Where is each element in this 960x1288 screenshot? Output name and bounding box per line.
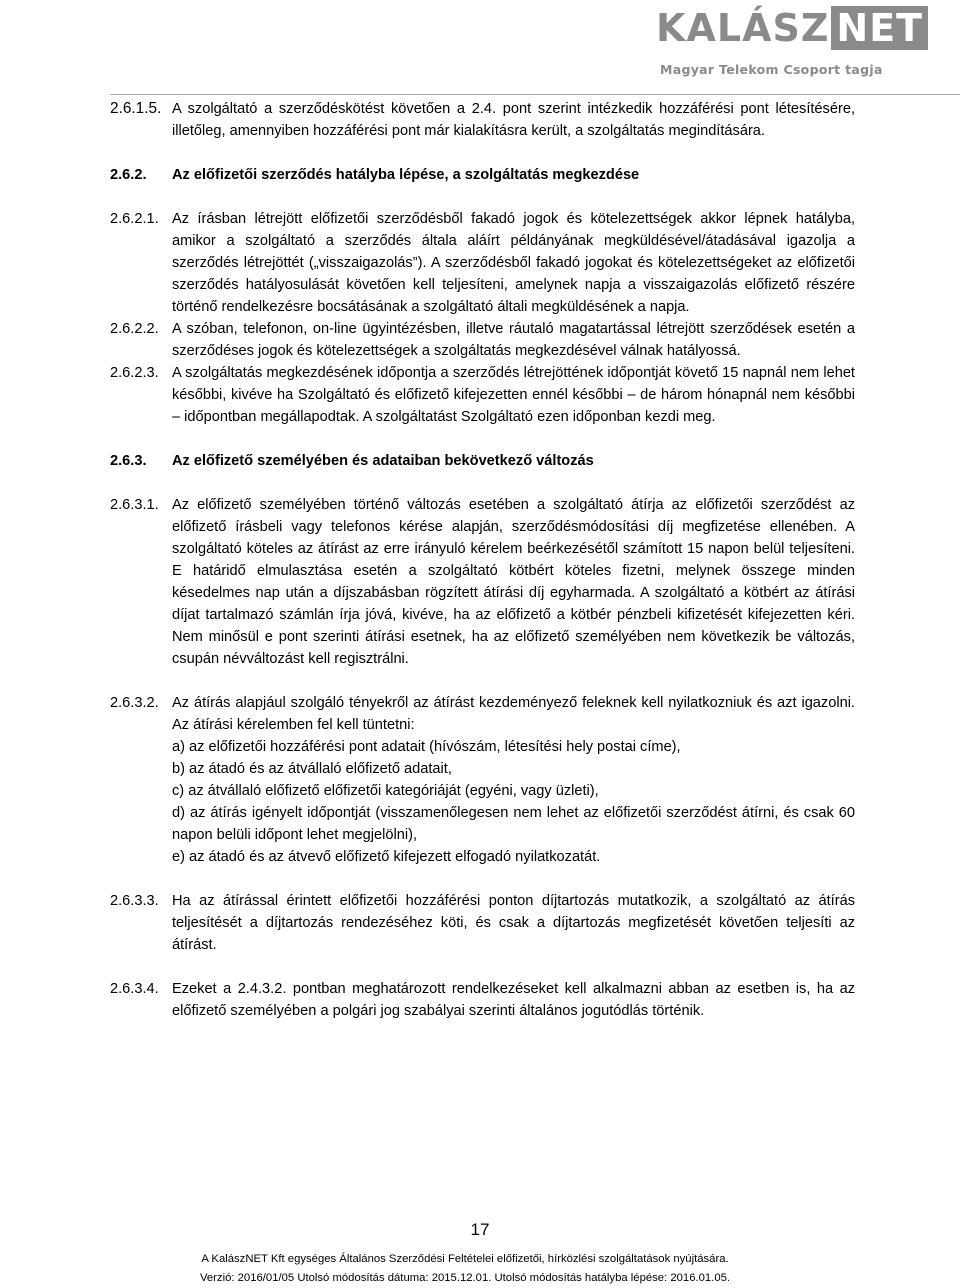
section-number: 2.6.2. [110, 167, 147, 183]
section-text: Ha az átírással érintett előfizetői hozzáférési ponton díjtartozás mutatkozik, a szolgáltató az átírás teljesítését a díjtartozás rendezéséhez köti, és csak a díjtartozás megfizetését követően teljesíti az átírást. [172, 893, 855, 953]
list-item: b) az átadó és az átvállaló előfizető adatait, [172, 761, 452, 777]
section-2-6-3-1 [110, 494, 855, 670]
section-number: 2.6.2.2. [110, 321, 159, 337]
section-text: A szóban, telefonon, on-line ügyintézésben, illetve ráutaló magatartással létrejött szerződések esetén a szerződéses jogok és kötelezettségek a szolgáltatás megkezdésével válnak hatályossá. [172, 321, 855, 359]
company-logo [656, 6, 924, 86]
section-number: 2.6.3.4. [110, 981, 159, 997]
page-number: 17 [470, 1220, 490, 1239]
section-text: Az előfizető személyében történő változás esetében a szolgáltató átírja az előfizetői szerződést az előfizető írásbeli vagy telefonos kérése alapján, szerződésmódosítási díj megfizetése ellenében. A szolgáltató köteles az átírást az erre irányuló kérelem beérkezésétől számított 15 napon belül teljesíteni. E határidő elmulasztása esetén a szolgáltató kötbért köteles fizetni, melynek összege minden késedelmes nap után a díjszabásban rögzített átírási díj egyharmada. A szolgáltató a kötbért az átírási díjat tartalmazó számlán írja jóvá, kivéve, ha az előfizető a kötbér pénzbeli kifizetését kifejezetten kéri. Nem minősül e pont szerinti átírási esetnek, ha az előfizető személyében nem következik be változás, csupán névváltozást kell regisztrálni. [172, 497, 855, 667]
logo-brand-main: KALÁSZ [656, 6, 830, 50]
section-text: Az írásban létrejött előfizetői szerződésből fakadó jogok és kötelezettségek akkor lépnek hatályba, amikor a szolgáltató a szerződés általa aláírt példányának megküldésével/átadásával igazolja a szerződés létrejöttét („visszaigazolás”). A szerződésből fakadó jogokat és kötelezettségeket az előfizetői szerződés hatályosulását követően kell teljesíteni, amelynek napja a visszaigazolás előfizető részére történő rendelkezésre bocsátásának a szolgáltató általi megküldésének a napja. [172, 211, 855, 315]
section-2-6-2-heading [110, 164, 855, 186]
section-number: 2.6.3.3. [110, 893, 159, 909]
footer-line-2: Verzió: 2016/01/05 Utolsó módosítás dátuma: 2015.12.01. Utolsó módosítás hatályba lépése: 2016.01.05. [199, 1272, 731, 1284]
section-text: A szolgáltatás megkezdésének időpontja a szerződés létrejöttének időpontját követő 15 napnál nem lehet későbbi, kivéve ha Szolgáltató és előfizető kifejezetten ennél későbbi – de három hónapnál nem későbbi – időpontban megállapodtak. A szolgáltatást Szolgáltató ezen időponban kezdi meg. [172, 365, 855, 425]
section-number: 2.6.3. [110, 453, 147, 469]
logo-brand-net: NET [831, 6, 928, 50]
logo-wordmark [656, 6, 928, 50]
section-number: 2.6.3.2. [110, 695, 159, 711]
section-2-6-1-5 [110, 98, 855, 142]
section-text [172, 692, 855, 868]
list-item: e) az átadó és az átvevő előfizető kifejezett elfogadó nyilatkozatát. [172, 849, 601, 865]
section-text: A szolgáltató a szerződéskötést követően a 2.4. pont szerint intézkedik hozzáférési pont létesítésére, illetőleg, amennyiben hozzáférési pont már kialakításra került, a szolgáltatás megindítására. [172, 101, 855, 139]
logo-tagline: Magyar Telekom Csoport tagja [660, 62, 883, 77]
section-heading: Az előfizetői szerződés hatályba lépése, a szolgáltatás megkezdése [172, 167, 640, 183]
footer-line-1: A KalászNET Kft egységes Általános Szerződési Feltételei előfizetői, hírközlési szolgáltatások nyújtására. [201, 1253, 729, 1265]
section-number: 2.6.1.5. [110, 100, 162, 117]
section-2-6-3-3 [110, 890, 855, 956]
header-divider [110, 94, 960, 95]
section-intro: Az átírás alapjául szolgáló tényekről az átírást kezdeményező feleknek kell nyilatkozniuk és azt igazolni. Az átírási kérelemben fel kell tüntetni: [172, 695, 855, 733]
section-text: Ezeket a 2.4.3.2. pontban meghatározott rendelkezéseket kell alkalmazni abban az esetben is, ha az előfizető személyében a polgári jog szabályai szerinti általános jogutódlás történik. [172, 981, 855, 1019]
section-2-6-3-4 [110, 978, 855, 1022]
section-2-6-2-3 [110, 362, 855, 428]
document-body [110, 98, 855, 1022]
section-number: 2.6.2.3. [110, 365, 159, 381]
section-heading: Az előfizető személyében és adataiban bekövetkező változás [172, 453, 594, 469]
section-number: 2.6.3.1. [110, 497, 159, 513]
list-item: a) az előfizetői hozzáférési pont adatait (hívószám, létesítési hely postai címe), [172, 739, 681, 755]
list-item: c) az átvállaló előfizető előfizetői kategóriáját (egyéni, vagy üzleti), [172, 783, 599, 799]
section-2-6-3-heading [110, 450, 855, 472]
page-footer [0, 1250, 930, 1288]
section-2-6-3-2 [110, 692, 855, 868]
section-2-6-2-1 [110, 208, 855, 318]
section-number: 2.6.2.1. [110, 211, 159, 227]
section-2-6-2-2 [110, 318, 855, 362]
list-item: d) az átírás igényelt időpontját (visszamenőlegesen nem lehet az előfizetői szerződést átírni, és csak 60 napon belüli időpont lehet megjelölni), [172, 805, 855, 843]
